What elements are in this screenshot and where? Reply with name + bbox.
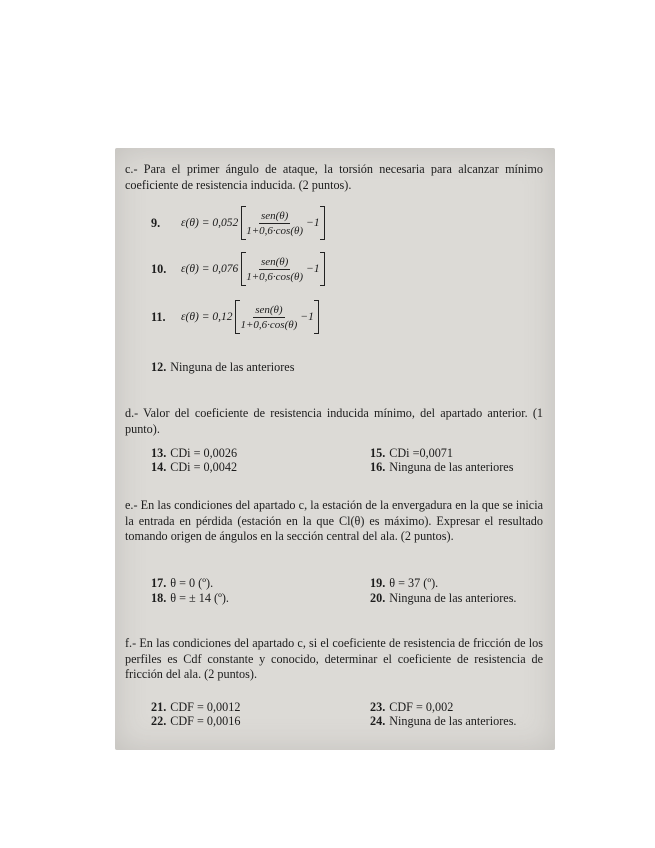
section-c-paragraph: c.- Para el primer ángulo de ataque, la torsión necesaria para alcanzar mínimo coeficiente de resistencia inducida. (2 puntos). <box>125 162 543 192</box>
section-d-text <box>125 406 543 437</box>
option-number: 17. <box>151 576 167 590</box>
section-c-text <box>125 162 543 193</box>
option-number: 19. <box>370 576 386 590</box>
fraction-denominator: 1+0,6·cos(θ) <box>246 224 304 237</box>
option-text: Ninguna de las anteriores <box>389 460 514 474</box>
option-text: Ninguna de las anteriores. <box>389 714 517 728</box>
fraction-numerator: sen(θ) <box>260 255 289 268</box>
option-18[interactable] <box>151 591 229 606</box>
option-number: 20. <box>370 591 386 605</box>
section-e-paragraph: e.- En las condiciones del apartado c, la estación de la envergadura en la que se inicia la entrada en pérdida (estación en la que Cl(θ) es máximo). Expresar el resultado tomando origen de ángulos en la sección central del ala. (2 puntos). <box>125 498 543 543</box>
option-text: CDF = 0,002 <box>389 700 454 714</box>
option-15[interactable] <box>370 446 453 461</box>
option-text: CDi = 0,0042 <box>170 460 238 474</box>
option-number: 9. <box>151 215 161 230</box>
option-24[interactable] <box>370 714 516 729</box>
equation-lhs: ε(θ) = 0,052 <box>181 217 239 229</box>
equation-fraction <box>246 210 303 237</box>
equation-tail: −1 <box>300 311 314 323</box>
option-text: Ninguna de las anteriores <box>170 360 295 374</box>
option-21[interactable] <box>151 700 240 715</box>
option-number: 16. <box>370 460 386 474</box>
equation-fraction <box>240 304 297 331</box>
option-text: Ninguna de las anteriores. <box>389 591 517 605</box>
option-number: 15. <box>370 446 386 460</box>
option-number: 23. <box>370 700 386 714</box>
option-12[interactable] <box>151 360 294 375</box>
option-23[interactable] <box>370 700 453 715</box>
fraction-denominator: 1+0,6·cos(θ) <box>246 270 304 283</box>
equation-fraction <box>246 256 303 283</box>
option-number: 18. <box>151 591 167 605</box>
fraction-denominator: 1+0,6·cos(θ) <box>240 318 298 331</box>
option-text: CDi =0,0071 <box>389 446 453 460</box>
option-22[interactable] <box>151 714 240 729</box>
equation-tail: −1 <box>306 263 320 275</box>
equation-bracket <box>241 206 324 240</box>
equation-tail: −1 <box>306 217 320 229</box>
equation-bracket <box>235 300 318 334</box>
option-9[interactable] <box>151 206 325 240</box>
option-text: CDF = 0,0016 <box>170 714 241 728</box>
option-number: 11. <box>151 309 166 324</box>
section-e-text <box>125 498 543 545</box>
option-number: 21. <box>151 700 167 714</box>
option-text: θ = 0 (º). <box>170 576 214 590</box>
option-20[interactable] <box>370 591 516 606</box>
option-text: θ = 37 (º). <box>389 576 439 590</box>
option-14[interactable] <box>151 460 237 475</box>
option-text: θ = ± 14 (º). <box>170 591 229 605</box>
option-11[interactable] <box>151 300 319 334</box>
option-number: 14. <box>151 460 167 474</box>
option-10[interactable] <box>151 252 325 286</box>
option-number: 12. <box>151 360 167 374</box>
option-text: CDF = 0,0012 <box>170 700 241 714</box>
option-13[interactable] <box>151 446 237 461</box>
option-number: 13. <box>151 446 167 460</box>
option-16[interactable] <box>370 460 513 475</box>
equation-lhs: ε(θ) = 0,12 <box>181 311 233 323</box>
option-19[interactable] <box>370 576 438 591</box>
fraction-numerator: sen(θ) <box>260 209 289 222</box>
section-f-paragraph: f.- En las condiciones del apartado c, si el coeficiente de resistencia de fricción de los perfiles es Cdf constante y conocido, determinar el coeficiente de resistencia de fricción del ala. (2 puntos). <box>125 636 543 681</box>
fraction-numerator: sen(θ) <box>255 303 283 316</box>
equation-lhs: ε(θ) = 0,076 <box>181 263 239 275</box>
section-d-paragraph: d.- Valor del coeficiente de resistencia inducida mínimo, del apartado anterior. (1 punto). <box>125 406 543 436</box>
option-17[interactable] <box>151 576 213 591</box>
option-text: CDi = 0,0026 <box>170 446 238 460</box>
option-number: 22. <box>151 714 167 728</box>
equation-bracket <box>241 252 324 286</box>
option-number: 10. <box>151 261 167 276</box>
exam-sheet <box>115 148 555 750</box>
option-number: 24. <box>370 714 386 728</box>
section-f-text <box>125 636 543 683</box>
